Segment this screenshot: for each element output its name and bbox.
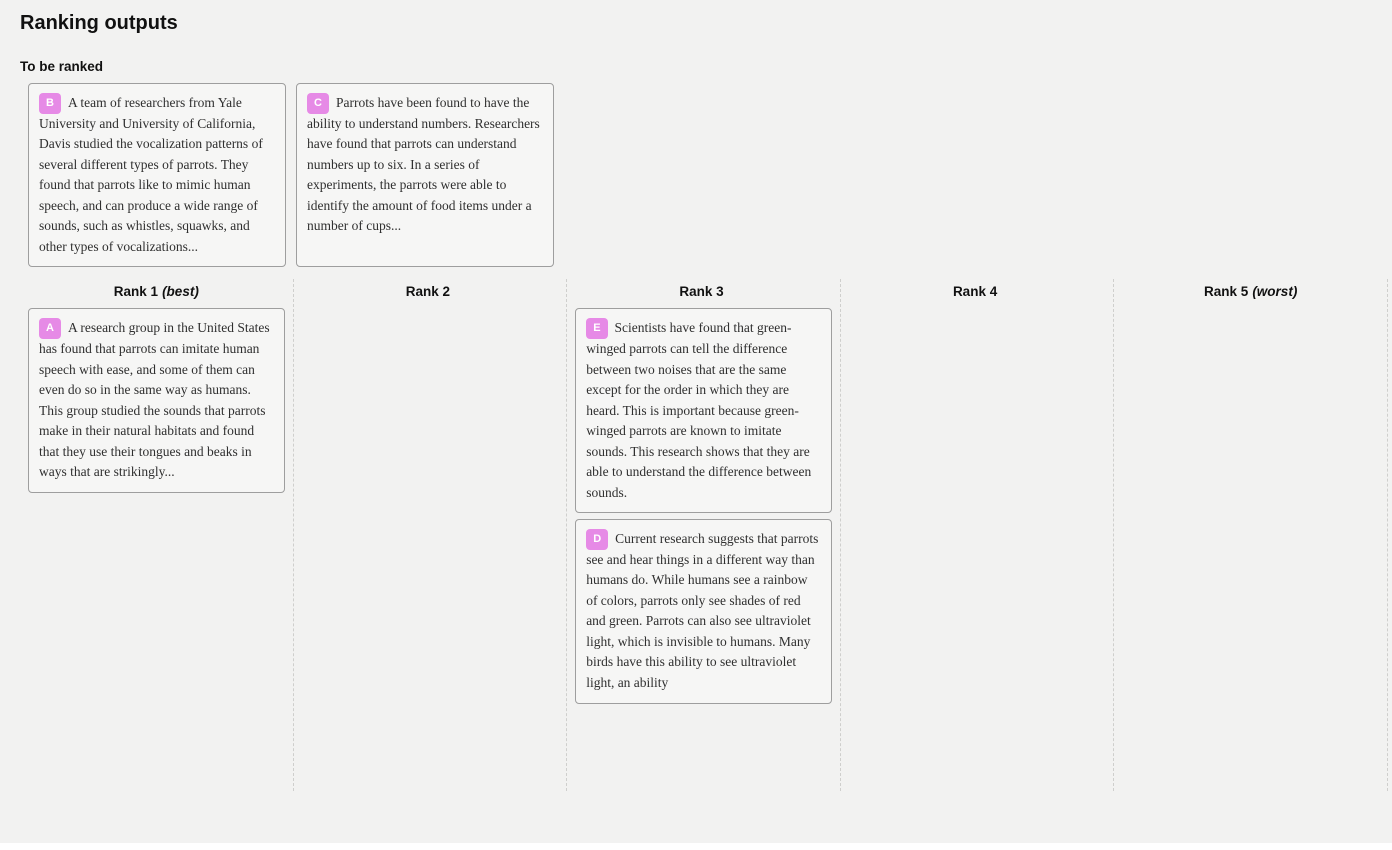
to-be-ranked-area[interactable] — [28, 83, 1372, 267]
rank-label: Rank 4 — [952, 284, 998, 300]
rank-qualifier: (worst) — [1252, 284, 1298, 300]
rank-5-header — [1114, 279, 1387, 308]
rank-label: Rank 5 — [1204, 284, 1249, 300]
rank-qualifier: (best) — [162, 284, 199, 300]
rank-3-dropzone[interactable] — [567, 308, 840, 703]
rank-1-dropzone[interactable] — [20, 308, 293, 492]
rank-3-header — [567, 279, 840, 308]
rank-label: Rank 3 — [679, 284, 724, 300]
page-title: Ranking outputs — [20, 12, 178, 34]
output-card-b[interactable] — [28, 83, 286, 267]
card-text: A research group in the United States has found that parrots can imitate human speech with ease, and some of them can even do so in the same way as humans. This group studied the sounds that parrots make in their natural habitats and found that they use their tongues and beaks in ways that are strikingly... — [39, 320, 270, 480]
rank-2-column[interactable] — [294, 279, 568, 791]
rank-label: Rank 2 — [405, 284, 451, 300]
card-text: Parrots have been found to have the ability to understand numbers. Researchers have found that parrots can understand numbers up to six. In a series of experiments, the parrots were able to identify the amount of food items under a number of cups... — [307, 95, 540, 234]
card-badge: A — [39, 318, 61, 339]
rank-5-column[interactable] — [1114, 279, 1388, 791]
rank-3-column[interactable] — [567, 279, 841, 791]
rank-1-header — [20, 279, 293, 308]
card-text: Current research suggests that parrots see and hear things in a different way than humans do. While humans see a rainbow of colors, parrots only see shades of red and green. Parrots can also see ultraviolet light, which is invisible to humans. Many birds have this ability to see ultraviolet light, an ability — [586, 531, 819, 690]
card-badge: D — [586, 529, 608, 550]
output-card-a[interactable] — [28, 308, 285, 492]
output-card-e[interactable] — [575, 308, 832, 513]
card-badge: C — [307, 93, 329, 114]
rank-2-header — [294, 279, 567, 308]
card-badge: B — [39, 93, 61, 114]
rank-1-column[interactable] — [20, 279, 294, 791]
card-text: A team of researchers from Yale University and University of California, Davis studied the vocalization patterns of several different types of parrots. They found that parrots like to mimic human speech, and can produce a wide range of sounds, such as whistles, squawks, and other types of vocalizations... — [39, 95, 263, 254]
output-card-c[interactable] — [296, 83, 554, 267]
to-be-ranked-label: To be ranked — [20, 59, 104, 74]
card-text: Scientists have found that green-winged parrots can tell the difference between two noises that are the same except for the order in which they are heard. This is important because green-winged parrots are known to imitate sounds. This research shows that they are able to understand the difference between sounds. — [586, 320, 812, 500]
rank-columns — [20, 279, 1388, 791]
output-card-d[interactable] — [575, 519, 832, 703]
card-badge: E — [586, 318, 607, 339]
rank-4-column[interactable] — [841, 279, 1115, 791]
rank-4-header — [841, 279, 1114, 308]
rank-label: Rank 1 — [113, 284, 159, 300]
